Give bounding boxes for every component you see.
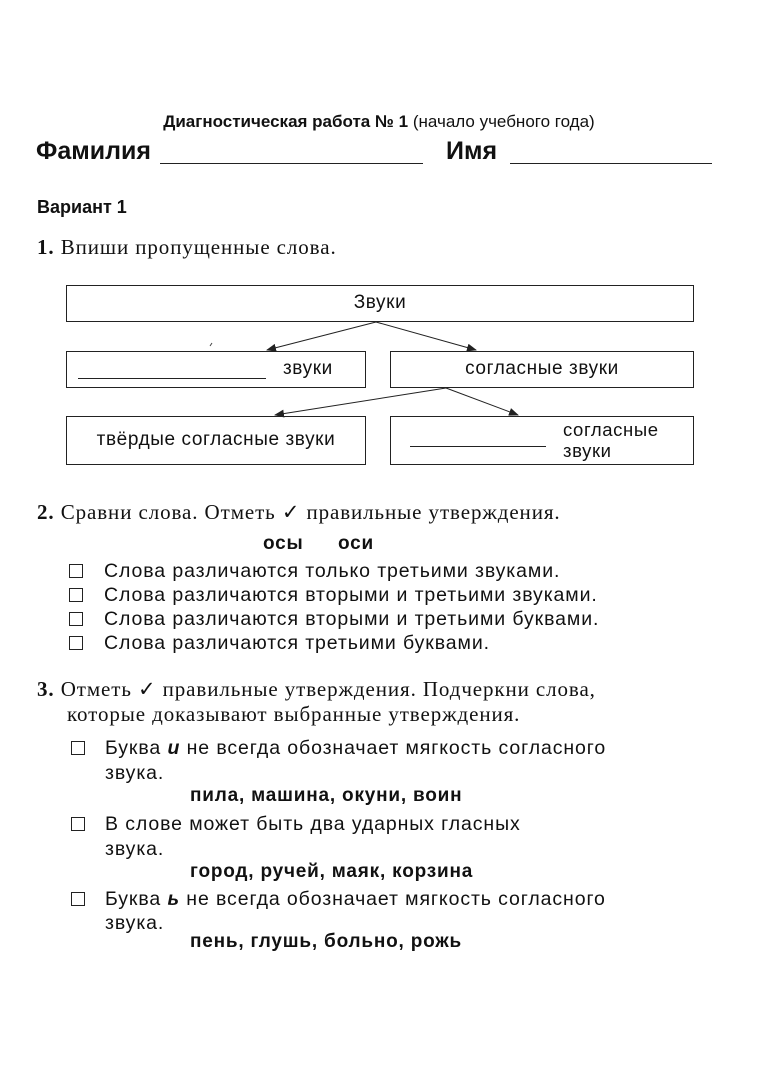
task2-heading bbox=[37, 500, 561, 525]
task3-item3-line2: звука. bbox=[105, 912, 165, 934]
task3-item2-line1: В слове может быть два ударных гласных bbox=[105, 813, 521, 835]
task3-item1-line1 bbox=[105, 737, 606, 760]
task2-option-text: Слова различаются только третьими звуками. bbox=[104, 560, 561, 582]
task3-number: 3. bbox=[37, 677, 55, 701]
task3-item2-words: город, ручей, маяк, корзина bbox=[190, 861, 474, 882]
task3-item3-post: не всегда обозначает мягкость согласного bbox=[186, 888, 606, 910]
diagram-left-mid-label: звуки bbox=[283, 358, 333, 379]
task3-item1-words: пила, машина, окуни, воин bbox=[190, 785, 463, 806]
diagram-right-bottom-line1: согласные bbox=[563, 419, 659, 440]
task2-option-checkbox[interactable] bbox=[69, 564, 83, 578]
task2-option-checkbox[interactable] bbox=[69, 588, 83, 602]
task3-item1-letter: и bbox=[167, 737, 181, 759]
arrow-to-soft bbox=[446, 388, 518, 415]
task3-item1-line2: звука. bbox=[105, 762, 165, 784]
task3-item3-line1 bbox=[105, 888, 606, 911]
surname-label: Фамилия bbox=[36, 137, 151, 165]
task2-number: 2. bbox=[37, 500, 55, 524]
task3-item1-post: не всегда обозначает мягкость согласного bbox=[186, 737, 607, 759]
task2-word1: осы bbox=[263, 533, 304, 554]
arrow-to-hard bbox=[275, 388, 446, 415]
task1-text: Впиши пропущенные слова. bbox=[60, 235, 337, 259]
task3-text-after: правильные утверждения. Подчеркни слова, bbox=[162, 677, 596, 701]
variant-label: Вариант 1 bbox=[37, 197, 127, 217]
task1-number: 1. bbox=[37, 235, 55, 259]
task3-item-checkbox[interactable] bbox=[71, 892, 85, 906]
task2-option-text: Слова различаются вторыми и третьими буквами. bbox=[104, 608, 600, 630]
title-main: Диагностическая работа № 1 bbox=[163, 112, 409, 131]
task3-item3-words: пень, глушь, больно, рожь bbox=[190, 931, 463, 952]
arrow-to-vowels bbox=[267, 322, 376, 350]
task2-option-checkbox[interactable] bbox=[69, 636, 83, 650]
task2-option-text: Слова различаются вторыми и третьими звуками. bbox=[104, 584, 598, 606]
task2-text-before: Сравни слова. Отметь bbox=[60, 500, 276, 524]
task3-text-line2: которые доказывают выбранные утверждения. bbox=[67, 702, 521, 726]
checkmark-icon: ✓ bbox=[137, 678, 157, 701]
task2-text-after: правильные утверждения. bbox=[306, 500, 561, 524]
task3-item-checkbox[interactable] bbox=[71, 741, 85, 755]
diagram-left-bottom-label: твёрдые согласные звуки bbox=[96, 429, 336, 450]
task3-text-before: Отметь bbox=[60, 677, 132, 701]
task3-item3-pre: Буква bbox=[105, 888, 162, 910]
diagram-top-label: Звуки bbox=[353, 292, 407, 313]
task2-word2: оси bbox=[338, 533, 375, 554]
diagram-right-bottom-line2: звуки bbox=[563, 440, 612, 461]
title-note: (начало учебного года) bbox=[412, 112, 595, 131]
task3-item3-letter: ь bbox=[167, 888, 180, 910]
checkmark-icon: ✓ bbox=[281, 501, 301, 524]
task3-item2-line2: звука. bbox=[105, 838, 165, 860]
print-speck bbox=[210, 343, 212, 346]
arrow-to-consonants bbox=[376, 322, 476, 350]
name-label: Имя bbox=[446, 137, 498, 165]
task2-option-text: Слова различаются третьими буквами. bbox=[104, 632, 490, 654]
task3-item-checkbox[interactable] bbox=[71, 817, 85, 831]
task2-option-checkbox[interactable] bbox=[69, 612, 83, 626]
task3-item1-pre: Буква bbox=[105, 737, 162, 759]
task3-heading bbox=[37, 677, 596, 702]
diagram-right-mid-label: согласные звуки bbox=[465, 358, 619, 379]
